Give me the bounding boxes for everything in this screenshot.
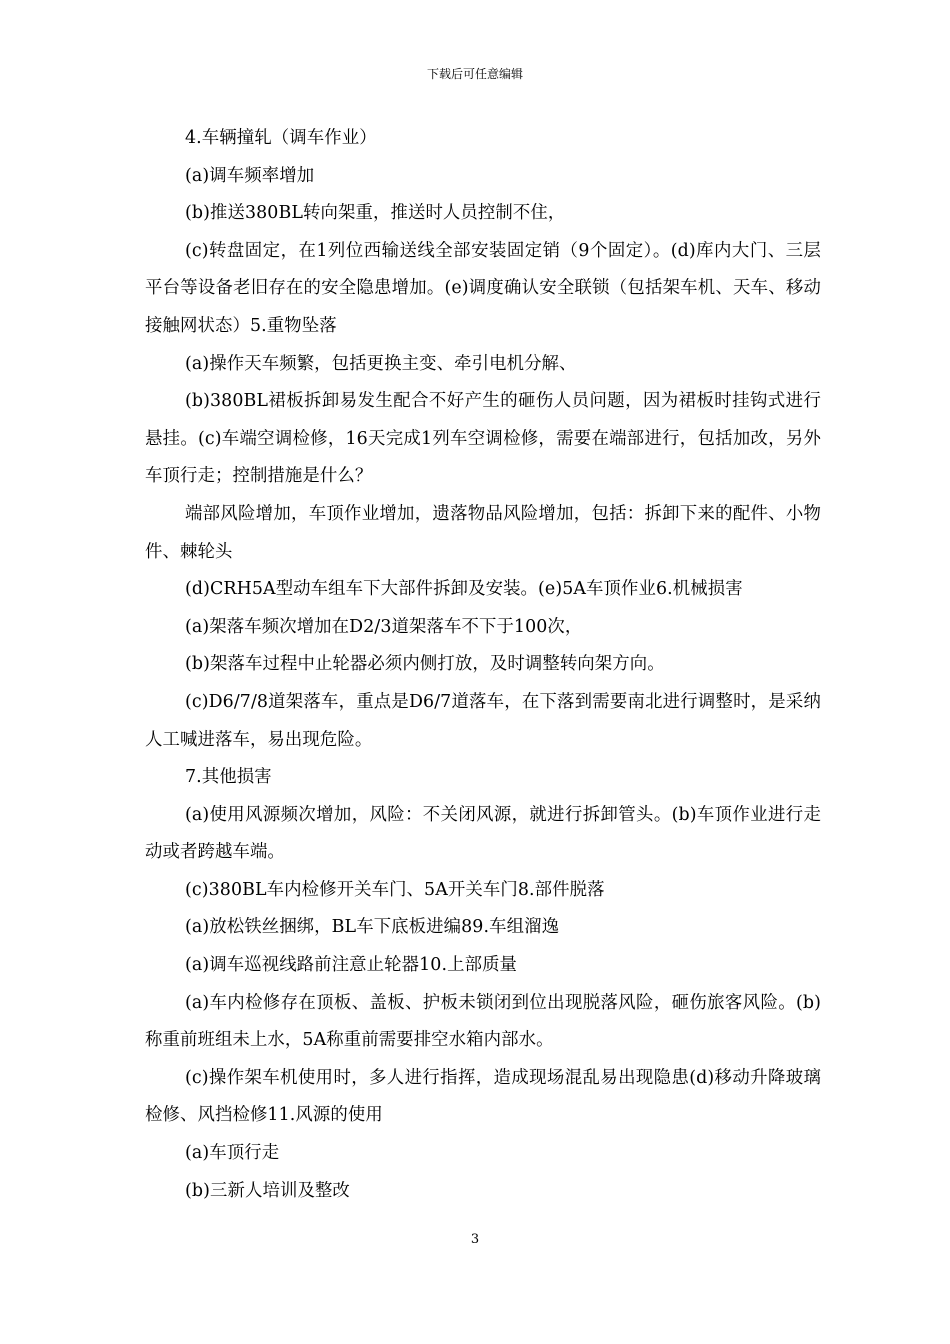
- paragraph: (b)380BL裙板拆卸易发生配合不好产生的砸伤人员问题，因为裙板时挂钩式进行悬挂。(c)车端空调检修，16天完成1列车空调检修，需要在端部进行，包括加改，另外车顶行走；控制措施是什么？: [145, 391, 821, 487]
- paragraph: (c)D6/7/8道架落车，重点是D6/7道落车，在下落到需要南北进行调整时，是采纳人工喊进落车，易出现危险。: [145, 691, 821, 750]
- paragraph: (c)380BL车内检修开关车门、5A开关车门8.部件脱落: [185, 879, 605, 900]
- paragraph: 7.其他损害: [185, 767, 272, 788]
- paragraph: (a)车顶行走: [185, 1143, 280, 1164]
- paragraph: (d)CRH5A型动车组车下大部件拆卸及安装。(e)5A车顶作业6.机械损害: [185, 579, 743, 600]
- paragraph: 端部风险增加，车顶作业增加，遗落物品风险增加，包括：拆卸下来的配件、小物件、棘轮头: [145, 503, 821, 562]
- paragraph: (b)三新人培训及整改: [185, 1180, 350, 1201]
- page-header: 下载后可任意编辑: [426, 67, 523, 81]
- paragraph: (a)架落车频次增加在D2/3道架落车不下于100次，: [185, 616, 583, 637]
- paragraph: (b)推送380BL转向架重，推送时人员控制不住，: [185, 203, 566, 224]
- paragraph: (a)使用风源频次增加，风险：不关闭风源，就进行拆卸管头。(b)车顶作业进行走动或者跨越车端。: [145, 804, 821, 863]
- paragraph: (c)转盘固定，在1列位西输送线全部安装固定销（9个固定）。(d)库内大门、三层平台等设备老旧存在的安全隐患增加。(e)调度确认安全联锁（包括架车机、天车、移动接触网状态）5.重物坠落: [145, 240, 821, 336]
- paragraph: (a)放松铁丝捆绑，BL车下底板进编89.车组溜逸: [185, 917, 560, 938]
- page-number: 3: [470, 1232, 480, 1247]
- paragraph: (b)架落车过程中止轮器必须内侧打放，及时调整转向架方向。: [185, 654, 665, 675]
- paragraph: (a)车内检修存在顶板、盖板、护板未锁闭到位出现脱落风险，砸伤旅客风险。(b)称重前班组未上水，5A称重前需要排空水箱内部水。: [145, 992, 821, 1051]
- paragraph: (a)调车巡视线路前注意止轮器10.上部质量: [185, 955, 518, 976]
- paragraph: (a)调车频率增加: [185, 165, 315, 186]
- paragraph: (a)操作天车频繁，包括更换主变、牵引电机分解、: [185, 353, 577, 374]
- document-body: [145, 120, 821, 1210]
- paragraph: (c)操作架车机使用时，多人进行指挥，造成现场混乱易出现隐患(d)移动升降玻璃检修、风挡检修11.风源的使用: [145, 1067, 821, 1126]
- paragraph: 4.车辆撞轧（调车作业）: [185, 128, 377, 148]
